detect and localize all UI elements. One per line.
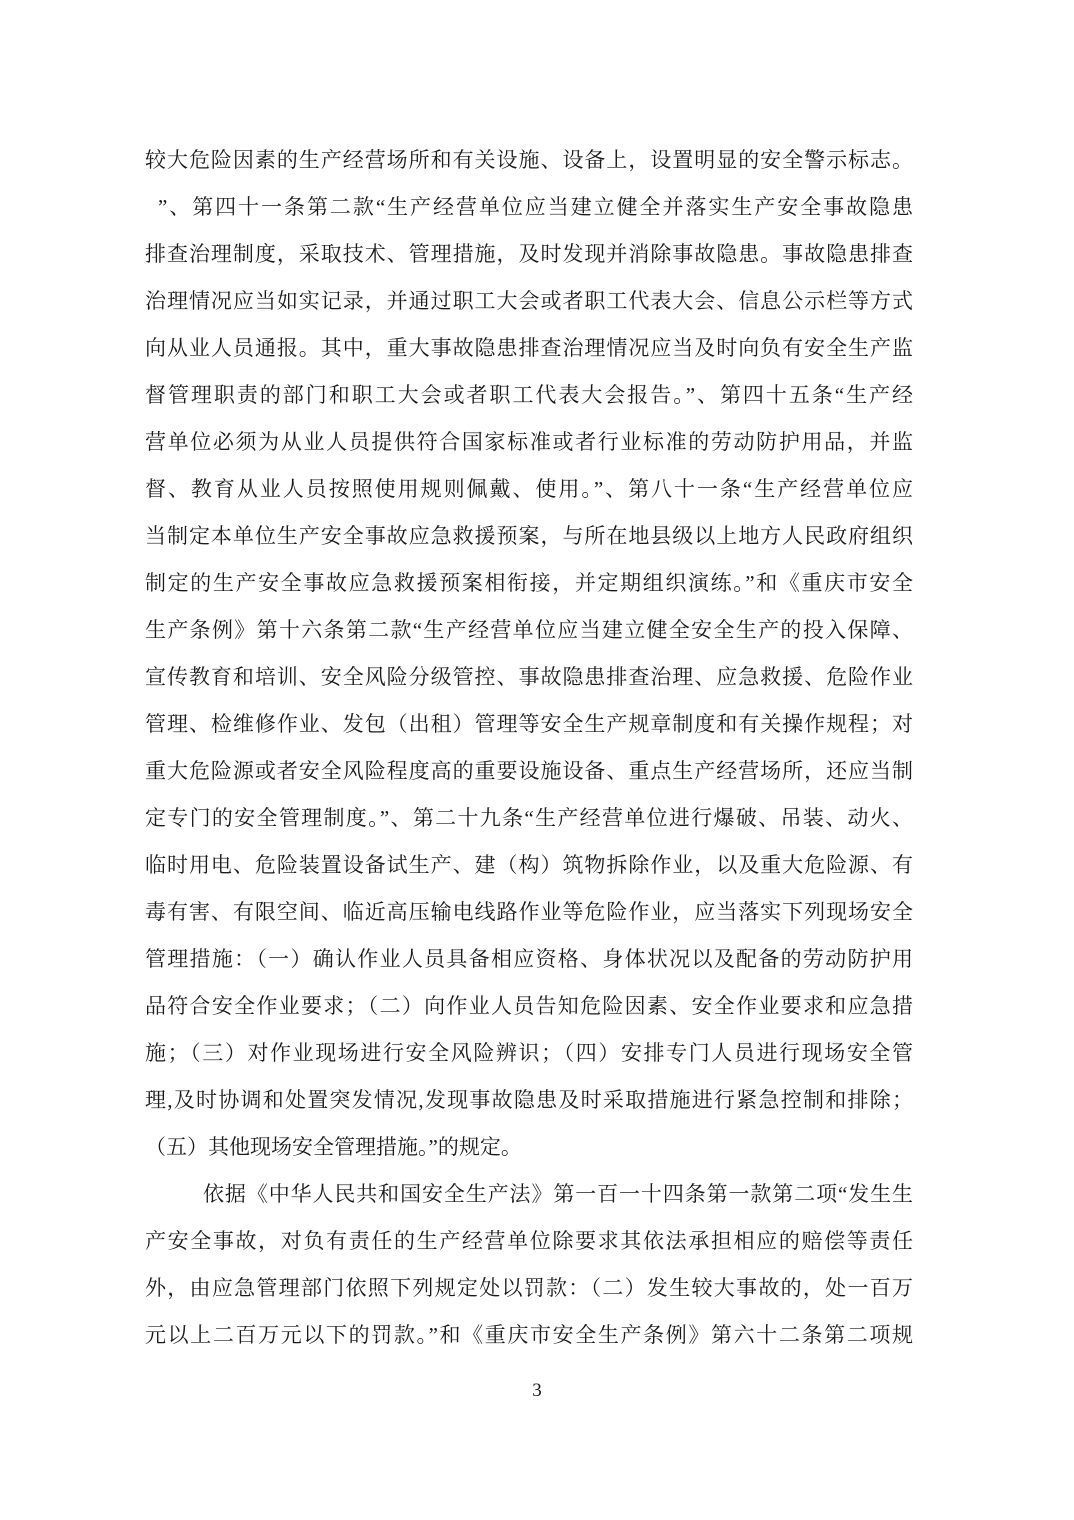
document-line: 较大危险因素的生产经营场所和有关设施、设备上，设置明显的安全警示标志。 — [145, 148, 913, 172]
document-line: 宣传教育和培训、安全风险分级管控、事故隐患排查治理、应急救援、危险作业 — [145, 665, 913, 689]
document-line: 产安全事故，对负有责任的生产经营单位除要求其依法承担相应的赔偿等责任 — [145, 1229, 913, 1253]
document-line: 生产条例》第十六条第二款“生产经营单位应当建立健全安全生产的投入保障、 — [145, 618, 913, 642]
document-line: 督管理职责的部门和职工大会或者职工代表大会报告。”、第四十五条“生产经 — [145, 383, 913, 407]
document-line: 施；（三）对作业现场进行安全风险辨识；（四）安排专门人员进行现场安全管 — [145, 1041, 913, 1065]
document-line: 治理情况应当如实记录，并通过职工大会或者职工代表大会、信息公示栏等方式 — [145, 289, 913, 313]
document-line: 向从业人员通报。其中，重大事故隐患排查治理情况应当及时向负有安全生产监 — [145, 336, 913, 360]
document-line: 定专门的安全管理制度。”、第二十九条“生产经营单位进行爆破、吊装、动火、 — [145, 806, 913, 830]
document-line: 排查治理制度，采取技术、管理措施，及时发现并消除事故隐患。事故隐患排查 — [145, 242, 913, 266]
document-line: 当制定本单位生产安全事故应急救援预案，与所在地县级以上地方人民政府组织 — [145, 524, 913, 548]
document-line: 重大危险源或者安全风险程度高的重要设施设备、重点生产经营场所，还应当制 — [145, 759, 913, 783]
document-line: ”、第四十一条第二款“生产经营单位应当建立健全并落实生产安全事故隐患 — [158, 195, 913, 219]
document-line: 元以上二百万元以下的罚款。”和《重庆市安全生产条例》第六十二条第二项规 — [145, 1323, 913, 1347]
document-line: 营单位必须为从业人员提供符合国家标准或者行业标准的劳动防护用品，并监 — [145, 430, 913, 454]
document-line: 管理、检维修作业、发包（出租）管理等安全生产规章制度和有关操作规程；对 — [145, 712, 913, 736]
document-line: 理,及时协调和处置突发情况,发现事故隐患及时采取措施进行紧急控制和排除； — [145, 1088, 913, 1112]
document-line: 制定的生产安全事故应急救援预案相衔接，并定期组织演练。”和《重庆市安全 — [145, 571, 913, 595]
document-line: 督、教育从业人员按照使用规则佩戴、使用。”、第八十一条“生产经营单位应 — [145, 477, 913, 501]
document-line: 管理措施：（一）确认作业人员具备相应资格、身体状况以及配备的劳动防护用 — [145, 947, 913, 971]
page-number: 3 — [532, 1380, 542, 1401]
document-line: 毒有害、有限空间、临近高压输电线路作业等危险作业，应当落实下列现场安全 — [145, 900, 913, 924]
document-line: 依据《中华人民共和国安全生产法》第一百一十四条第一款第二项“发生生 — [203, 1182, 913, 1206]
document-line: （五）其他现场安全管理措施。”的规定。 — [145, 1135, 522, 1159]
document-line: 临时用电、危险装置设备试生产、建（构）筑物拆除作业，以及重大危险源、有 — [145, 853, 913, 877]
document-line: 外，由应急管理部门依照下列规定处以罚款：（二）发生较大事故的，处一百万 — [145, 1276, 913, 1300]
document-line: 品符合安全作业要求；（二）向作业人员告知危险因素、安全作业要求和应急措 — [145, 994, 913, 1018]
